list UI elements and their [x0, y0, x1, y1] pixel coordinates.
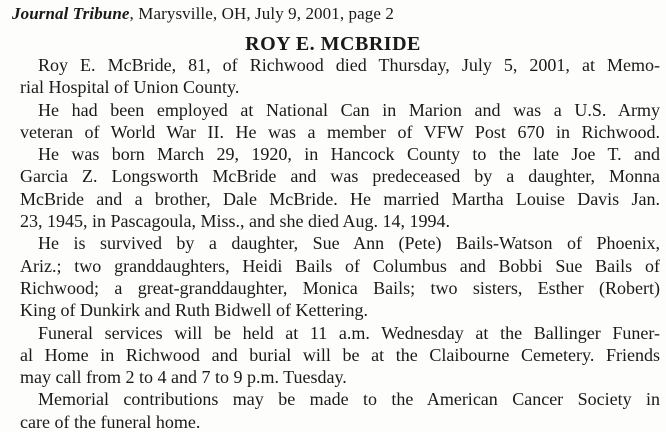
obituary-headline: ROY E. MCBRIDE: [245, 33, 421, 55]
text-line: King of Dunkirk and Ruth Bidwell of Kettering.: [20, 300, 368, 321]
text-line: care of the funeral home.: [20, 411, 201, 432]
obituary-body: [20, 54, 660, 433]
text-line: He is survived by a daughter, Sue Ann (Pete) Bails-Watson of Phoenix,: [38, 233, 660, 254]
text-line: veteran of World War II. He was a member of VFW Post 670 in Richwood.: [20, 121, 660, 142]
text-line: Richwood; a great-granddaughter, Monica Bails; two sisters, Esther (Robert): [20, 277, 660, 298]
text-line: rial Hospital of Union County.: [20, 77, 240, 98]
text-line: may call from 2 to 4 and 7 to 9 p.m. Tuesday.: [20, 367, 347, 388]
text-line: Garcia Z. Longsworth McBride and was predeceased by a daughter, Monna: [20, 166, 660, 187]
text-line: He had been employed at National Can in Marion and was a U.S. Army: [38, 99, 660, 120]
text-line: Funeral services will be held at 11 a.m. Wednesday at the Ballinger Funer-: [38, 322, 660, 343]
text-line: al Home in Richwood and burial will be at the Claibourne Cemetery. Friends: [20, 344, 660, 365]
text-line: McBride and a brother, Dale McBride. He married Martha Louise Davis Jan.: [20, 188, 660, 209]
text-line: Roy E. McBride, 81, of Richwood died Thursday, July 5, 2001, at Memo-: [38, 55, 660, 75]
text-line: He was born March 29, 1920, in Hancock County to the late Joe T. and: [38, 144, 660, 165]
text-line: 23, 1945, in Pascagoula, Miss., and she died Aug. 14, 1994.: [20, 211, 450, 232]
newspaper-name: Journal Tribune: [12, 4, 130, 23]
text-line: Ariz.; two granddaughters, Heidi Bails of Columbus and Bobbi Sue Bails of: [20, 255, 660, 276]
text-line: Memorial contributions may be made to the American Cancer Society in: [38, 389, 660, 410]
citation-details: , Marysville, OH, July 9, 2001, page 2: [129, 4, 394, 23]
source-citation: [12, 4, 394, 24]
